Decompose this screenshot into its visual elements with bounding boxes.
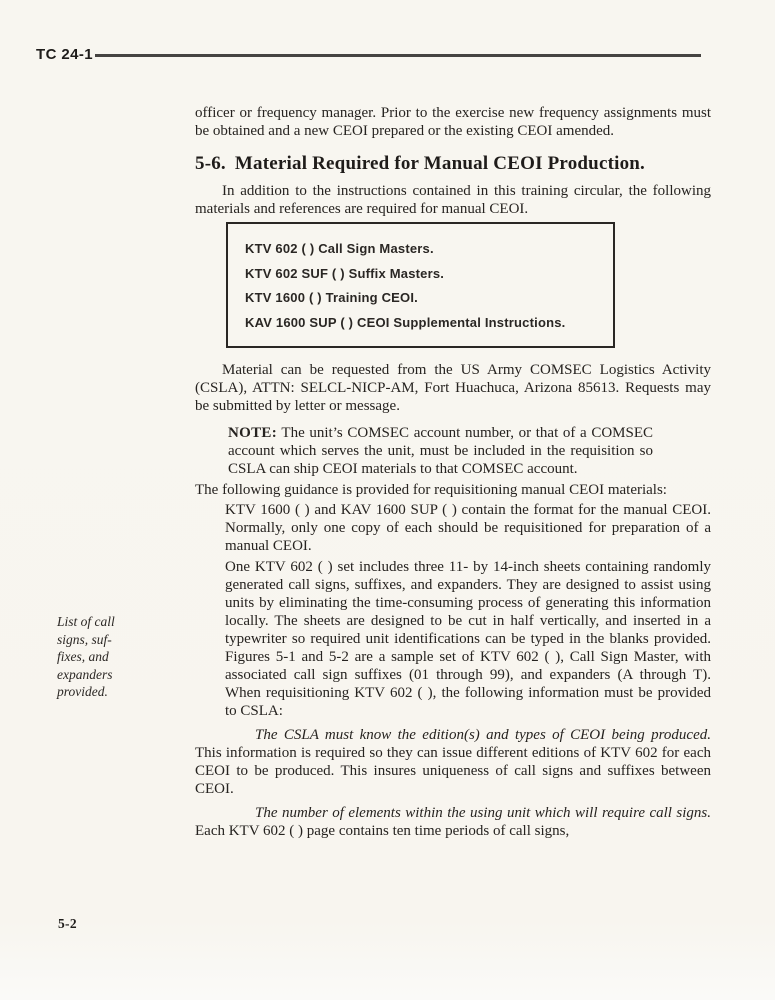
materials-box-item: KAV 1600 SUP ( ) CEOI Supplemental Instructions. (245, 314, 566, 330)
margin-note (57, 613, 143, 701)
doc-id-label: TC 24-1 (36, 46, 93, 63)
requirement-paragraph-elements (195, 804, 711, 840)
requirement-body: Each KTV 602 ( ) page contains ten time periods of call signs, (195, 823, 570, 839)
guidance-paragraph-ktv602: One KTV 602 ( ) set includes three 11- by 14-inch sheets containing randomly generated call signs, suffixes, and expanders. They are designed to assist using units by eliminating the time-consuming process of generating this information locally. The sheets are designed to be cut in half vertically, and inserted in a typewriter so required unit identifications can be typed in the blanks provided. Figures 5-1 and 5-2 are a sample set of KTV 602 ( ), Call Sign Master, with associated call sign suffixes (01 through 99), and expanders (A through T). When requisitioning KTV 602 ( ), the following information must be provided to CSLA: (225, 559, 711, 719)
header-rule (95, 54, 701, 56)
requirement-italic-lead: The CSLA must know the edition(s) and types of CEOI being produced. (255, 727, 711, 743)
section-number: 5-6. (195, 153, 226, 174)
materials-box-item: KTV 1600 ( ) Training CEOI. (245, 290, 418, 305)
requirement-paragraph-editions (195, 726, 711, 798)
requirement-body: This information is required so they can issue different editions of KTV 602 for each CEOI to be produced. This insures uniqueness of call signs and suffixes between CEOI. (195, 745, 711, 797)
note-paragraph (228, 424, 653, 478)
section-title: Material Required for Manual CEOI Production. (234, 153, 645, 174)
section-heading (195, 152, 711, 176)
guidance-paragraph-ktv1600: KTV 1600 ( ) and KAV 1600 SUP ( ) contain the format for the manual CEOI. Normally, only one copy of each should be requisitioned for preparation of a manual CEOI. (225, 502, 711, 554)
body-column (195, 104, 711, 840)
section-lead-paragraph: In addition to the instructions contained in this training circular, the following materials and references are required for manual CEOI. (195, 183, 711, 217)
page-header (36, 46, 701, 63)
materials-box-item: KTV 602 ( ) Call Sign Masters. (245, 241, 434, 256)
intro-paragraph: officer or frequency manager. Prior to the exercise new frequency assignments must be obtained and a new CEOI prepared or the existing CEOI amended. (195, 105, 711, 139)
request-paragraph: Material can be requested from the US Army COMSEC Logistics Activity (CSLA), ATTN: SELCL-NICP-AM, Fort Huachuca, Arizona 85613. Requests may be submitted by letter or message. (195, 362, 711, 414)
margin-note-line: provided. (57, 684, 108, 699)
note-label: NOTE: (228, 425, 278, 441)
margin-note-line: expanders (57, 666, 113, 682)
margin-note-line: List of call (57, 614, 115, 629)
requirement-italic-lead: The number of elements within the using unit which will require call signs. (255, 805, 711, 821)
page-number: 5-2 (58, 916, 77, 931)
materials-box (226, 222, 615, 348)
guidance-intro-paragraph: The following guidance is provided for requisitioning manual CEOI materials: (195, 482, 667, 498)
margin-note-line: fixes, and (57, 649, 109, 664)
materials-box-item: KTV 602 SUF ( ) Suffix Masters. (245, 265, 445, 281)
note-text: The unit’s COMSEC account number, or that of a COMSEC account which serves the unit, must be included in the requisition so CSLA can ship CEOI materials to that COMSEC account. (228, 425, 654, 477)
margin-note-line: signs, suf- (57, 631, 112, 647)
